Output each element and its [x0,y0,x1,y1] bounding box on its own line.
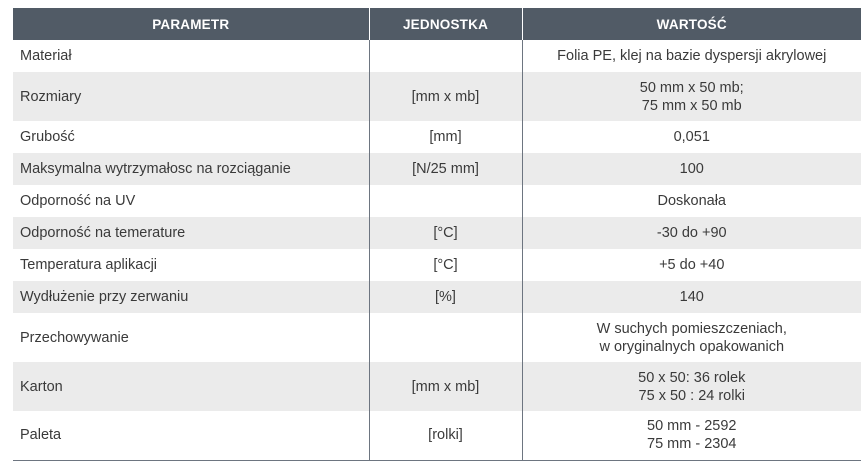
cell-parametr: Temperatura aplikacji [20,257,158,273]
table-row [13,313,861,362]
cell-wartosc-line: w oryginalnych opakowanich [599,338,785,355]
table-row [13,121,861,153]
cell-parametr: Karton [13,362,369,411]
cell-parametr: Maksymalna wytrzymałosc na rozciąganie [13,153,369,185]
cell-parametr: Odporność na UV [20,193,136,209]
cell-wartosc-line: 140 [679,289,704,305]
cell-parametr: Rozmiary [13,72,369,121]
cell-jednostka: [%] [369,281,522,313]
cell-wartosc [522,411,861,460]
cell-wartosc [522,185,861,217]
cell-jednostka: [°C] [369,249,522,281]
cell-wartosc-line: 50 x 50: 36 rolek [638,369,746,386]
cell-jednostka: [mm x mb] [369,72,522,121]
cell-parametr: Wydłużenie przy zerwaniu [13,281,369,313]
cell-jednostka [369,40,522,72]
cell-jednostka: [°C] [369,217,522,249]
cell-parametr: Przechowywanie [20,329,129,346]
cell-wartosc [522,313,861,362]
table-row [13,249,861,281]
cell-wartosc-line: 50 mm - 2592 [647,418,737,435]
table-header [13,8,861,40]
cell-parametr: Materiał [20,48,72,64]
cell-wartosc-line: 100 [679,161,704,177]
table-row [13,153,861,185]
cell-wartosc [522,72,861,121]
cell-wartosc [522,281,861,313]
cell-jednostka: [N/25 mm] [369,153,522,185]
cell-parametr: Paleta [13,411,369,460]
table-body [13,40,861,460]
spec-table-container [13,8,861,461]
cell-wartosc-line: +5 do +40 [659,257,725,273]
cell-wartosc-line: -30 do +90 [656,225,727,241]
table-row [13,72,861,121]
cell-wartosc [522,40,861,72]
cell-parametr: Grubość [20,129,75,145]
cell-wartosc [522,217,861,249]
cell-wartosc-line: 75 mm - 2304 [647,436,737,453]
table-row [13,411,861,460]
cell-wartosc-line: Doskonała [657,193,726,209]
cell-jednostka: [rolki] [369,411,522,460]
cell-wartosc-line: Folia PE, klej na bazie dyspersji akrylowej [557,48,827,64]
table-row [13,281,861,313]
cell-wartosc-line: 75 x 50 : 24 rolki [638,387,745,404]
cell-wartosc [522,249,861,281]
header-jednostka: JEDNOSTKA [369,8,522,40]
cell-wartosc-line: 50 mm x 50 mb; [639,79,744,96]
cell-wartosc-line: W suchych pomieszczeniach, [596,320,787,337]
table-row [13,362,861,411]
cell-parametr: Odporność na temerature [13,217,369,249]
cell-jednostka: [mm] [369,121,522,153]
cell-wartosc [522,362,861,411]
header-parametr: PARAMETR [13,8,369,40]
cell-wartosc [522,153,861,185]
cell-jednostka [369,185,522,217]
table-row [13,40,861,72]
header-wartosc: WARTOŚĆ [522,8,861,40]
header-row [13,8,861,40]
table-row [13,185,861,217]
cell-wartosc [522,121,861,153]
cell-wartosc-line: 75 mm x 50 mb [641,97,742,114]
table-row [13,217,861,249]
cell-jednostka: [mm x mb] [369,362,522,411]
cell-jednostka [369,313,522,362]
cell-wartosc-line: 0,051 [673,129,710,145]
spec-table [13,8,861,461]
